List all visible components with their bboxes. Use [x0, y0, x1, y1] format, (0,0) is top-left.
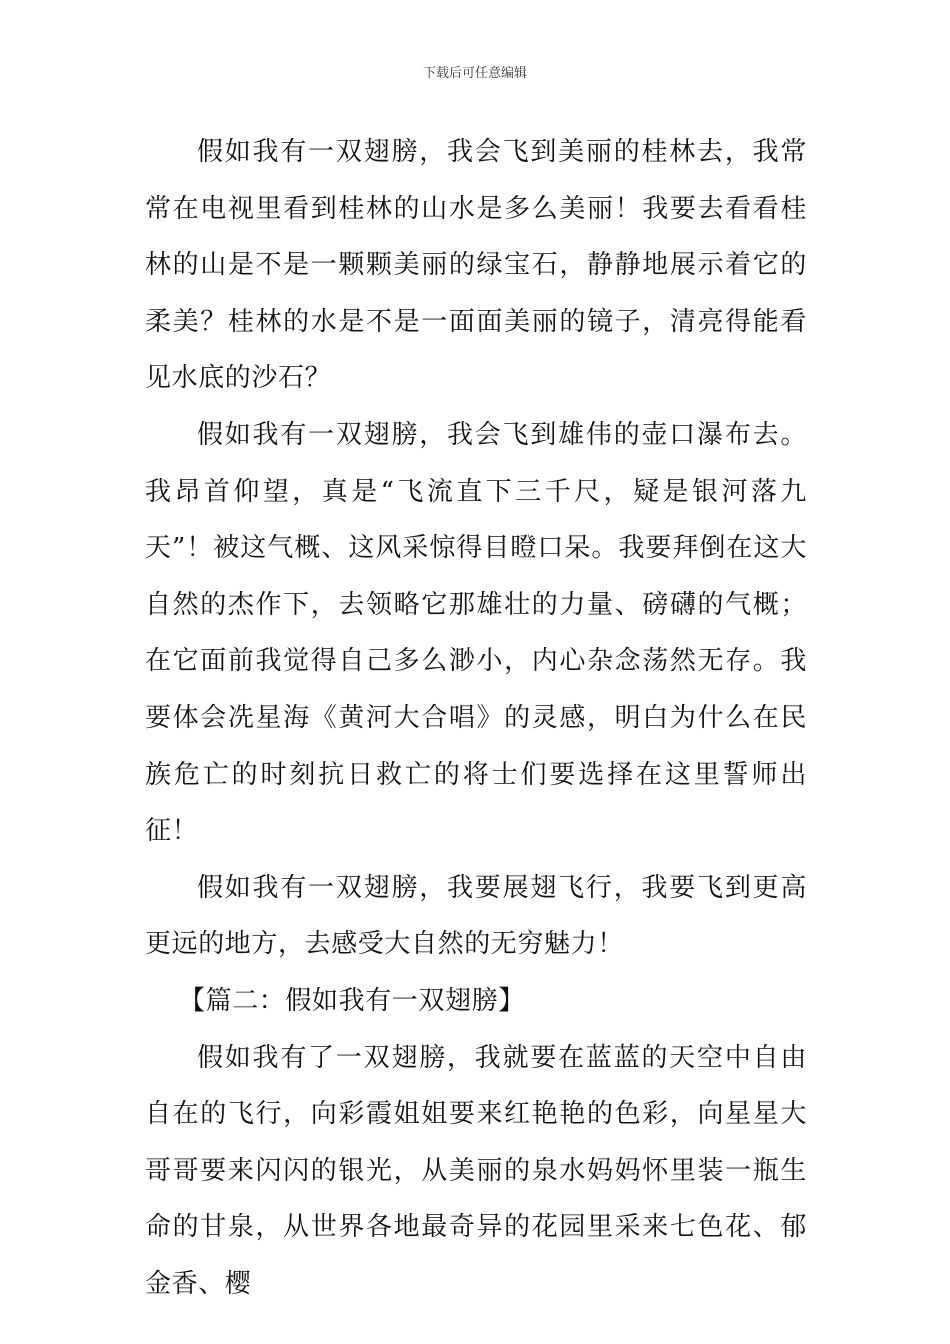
page-header: 下载后可任意编辑 [422, 66, 527, 81]
document-body [145, 124, 807, 1312]
paragraph-hukou-waterfall: 假如我有一双翅膀，我会飞到雄伟的壶口瀑布去。我昂首仰望，真是“飞流直下三千尺，疑是银河落九天”！被这气概、这风采惊得目瞪口呆。我要拜倒在这大自然的杰作下，去领略它那雄壮的力量、磅礴的气概；在它面前我觉得自己多么渺小，内心杂念荡然无存。我要体会冼星海《黄河大合唱》的灵感，明白为什么在民族危亡的时刻抗日救亡的将士们要选择在这里誓师出征！ [145, 419, 807, 847]
paragraph-fly-higher: 假如我有一双翅膀，我要展翅飞行，我要飞到更高更远的地方，去感受大自然的无穷魅力！ [145, 872, 807, 960]
section-heading: 【篇二：假如我有一双翅膀】 [179, 985, 525, 1016]
paragraph-section-two: 假如我有了一双翅膀，我就要在蓝蓝的天空中自由自在的飞行，向彩霞姐姐要来红艳艳的色彩，向星星大哥哥要来闪闪的银光，从美丽的泉水妈妈怀里装一瓶生命的甘泉，从世界各地最奇异的花园里采来七色花、郁金香、樱 [145, 1042, 807, 1299]
paragraph-guilin: 假如我有一双翅膀，我会飞到美丽的桂林去，我常常在电视里看到桂林的山水是多么美丽！我要去看看桂林的山是不是一颗颗美丽的绿宝石，静静地展示着它的柔美？桂林的水是不是一面面美丽的镜子，清亮得能看见水底的沙石？ [145, 137, 807, 394]
